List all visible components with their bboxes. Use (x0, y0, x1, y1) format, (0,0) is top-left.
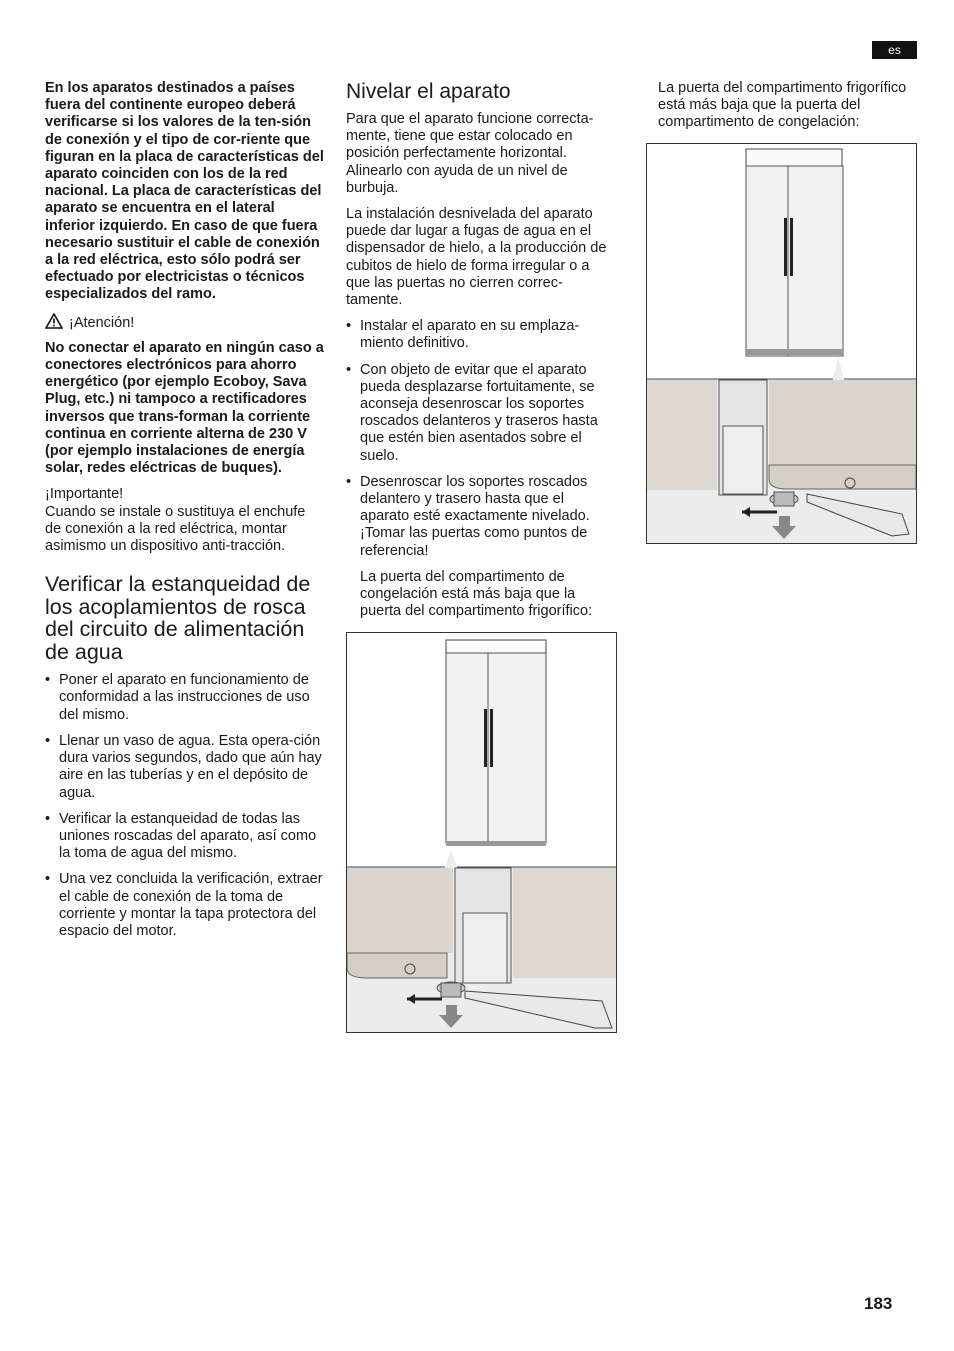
section-heading-water: Verificar la estanqueidad de los acoplamientos de rosca del circuito de alimentación de agua (45, 572, 311, 664)
section-heading-level: Nivelar el aparato (346, 80, 511, 103)
illustration-fridge-door-lower (646, 143, 917, 544)
attention-text: No conectar el aparato en ningún caso a conectores electrónicos para ahorro energético (por ejemplo Ecoboy, Sava Plug, etc.) ni tampoco a rectificadores inversos que trans-forman la corriente continua en corriente alterna de 230 V (por ejemplo instalaciones de energía solar, redes eléctricas de buques). (45, 339, 324, 477)
right-paragraph: La puerta del compartimento frigorífico está más baja que la puerta del compartimento de congelación: (658, 80, 907, 131)
list-item: • Instalar el aparato en su emplaza-miento definitivo. (346, 318, 616, 352)
level-paragraph-1: Para que el aparato funcione correcta-mente, tiene que estar colocado en posición perfectamente horizontal. Alinearlo con ayuda de un nivel de burbuja. (346, 111, 594, 196)
column-left (45, 80, 325, 949)
attention-label: ¡Atención! (69, 314, 135, 331)
water-check-list (45, 672, 325, 940)
level-paragraph-2: La instalación desnivelada del aparato puede dar lugar a fugas de agua en el dispensador de hielo, a la producción de cubitos de hielo de forma irregular o a que las puertas no cierren correc-tamente. (346, 206, 607, 309)
list-item: • Llenar un vaso de agua. Esta opera-ción dura varios segundos, dado que aún hay aire en las tuberías y en el depósito de agua. (45, 733, 325, 802)
column-middle (346, 80, 616, 629)
attention-row (45, 313, 325, 334)
important-text: Cuando se instale o sustituya el enchufe de conexión a la red eléctrica, montar asimismo un dispositivo anti-tracción. (45, 503, 306, 555)
page-number: 183 (864, 1294, 893, 1313)
warning-triangle-icon (45, 313, 63, 334)
level-steps-list (346, 318, 616, 560)
level-paragraph-3: La puerta del compartimento de congelación está más baja que la puerta del compartimento frigorífico: (360, 568, 593, 620)
column-right (658, 80, 920, 141)
list-item: • Desenroscar los soportes roscados delantero y trasero hasta que el aparato esté exactamente nivelado. ¡Tomar las puertas como puntos de referencia! (346, 474, 616, 560)
language-badge: es (872, 41, 917, 59)
list-item: • Verificar la estanqueidad de todas las uniones roscadas del aparato, así como la toma de agua del mismo. (45, 811, 325, 863)
list-item: • Una vez concluida la verificación, extraer el cable de conexión de la toma de corriente y montar la tapa protectora del espacio del motor. (45, 871, 325, 940)
important-label: ¡Importante! (45, 486, 124, 503)
intro-paragraph: En los aparatos destinados a países fuera del continente europeo deberá verificarse si los valores de la ten-sión de conexión y el tipo de cor-riente que figuran en la placa de características del aparato coinciden con los de la red nacional. La placa de características del aparato se encuentra en el lateral inferior izquierdo. En caso de que fuera necesario sustituir el cable de conexión a la red eléctrica, esto sólo podrá ser efectuado por electricistas o técnicos especializados del ramo. (45, 80, 324, 303)
illustration-freezer-door-lower (346, 632, 617, 1033)
list-item: • Con objeto de evitar que el aparato pueda desplazarse fortuitamente, se aconseja desenroscar los soportes roscados delanteros y traseros hasta que estén bien asentados sobre el suelo. (346, 362, 616, 465)
list-item: • Poner el aparato en funcionamiento de conformidad a las instrucciones de uso del mismo. (45, 672, 325, 724)
